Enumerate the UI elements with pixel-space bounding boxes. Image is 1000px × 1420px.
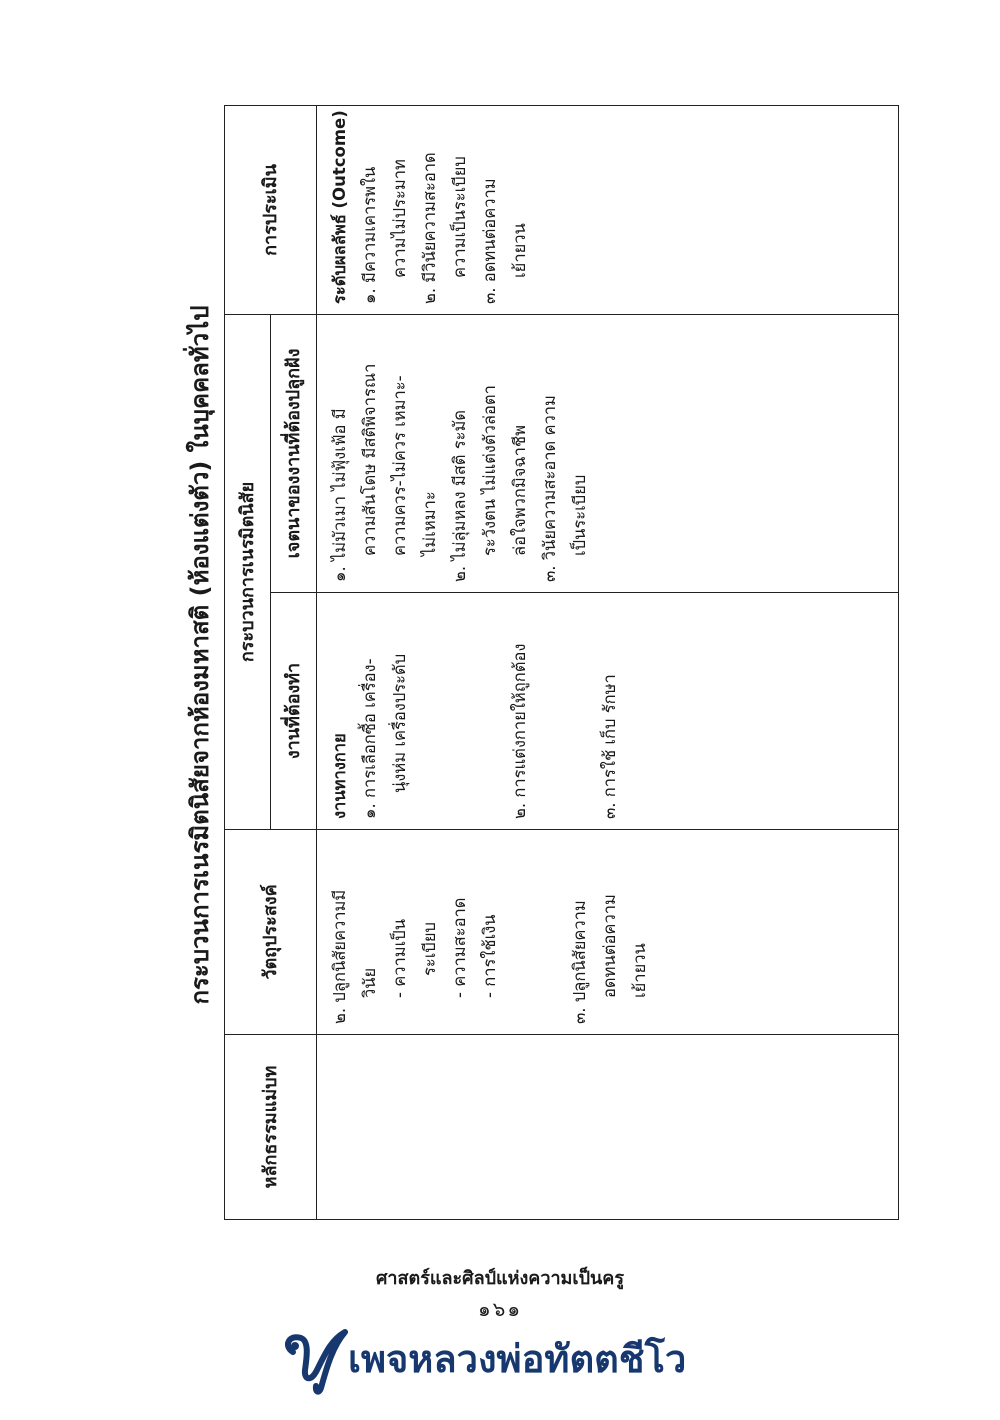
task-item-1: ๑. การเลือกซื้อ เครื่อง- bbox=[360, 658, 379, 819]
objective-sub-order-cont: ระเบียบ bbox=[420, 922, 439, 976]
objective-item-3-cont2: เย้ายวน bbox=[630, 943, 649, 998]
intent-item-3: ๓. วินัยความสะอาด ความ bbox=[540, 395, 559, 582]
header-objective: วัตถุประสงค์ bbox=[225, 830, 317, 1035]
objective-sub-order: - ความเป็น bbox=[390, 918, 409, 998]
evaluation-item-3-cont: เย้ายวน bbox=[510, 223, 529, 278]
book-title: ศาสตร์และศิลป์แห่งความเป็นครู bbox=[375, 1268, 625, 1289]
evaluation-item-1: ๑. มีความเคารพใน bbox=[360, 166, 379, 304]
intent-cell bbox=[317, 314, 899, 592]
header-process: กระบวนการเนรมิตนิสัย bbox=[225, 314, 271, 829]
habit-process-table bbox=[224, 105, 899, 1220]
header-task: งานที่ต้องทำ bbox=[271, 593, 317, 830]
objective-item-2-cont: วินัย bbox=[360, 967, 379, 998]
intent-item-3-cont: เป็นระเบียบ bbox=[570, 474, 589, 556]
intent-item-2: ๒. ไม่ลุ่มหลง มีสติ ระมัด bbox=[450, 409, 469, 582]
header-principle: หลักธรรมแม่บท bbox=[225, 1035, 317, 1220]
page-number: ๑๖๑ bbox=[477, 1297, 523, 1321]
header-intent: เจตนาของงานที่ต้องปลูกฝัง bbox=[271, 314, 317, 592]
objective-item-2: ๒. ปลูกนิสัยความมี bbox=[330, 889, 349, 1024]
page-title: กระบวนการเนรมิตนิสัยจากห้องมหาสติ (ห้องแต่งตัว) ในบุคคลทั่วไป bbox=[186, 305, 214, 1005]
intent-item-1: ๑. ไม่มัวเมา ไม่ฟุ้งเฟ้อ มี bbox=[330, 408, 349, 582]
intent-item-2-cont2: ล่อใจพวกมิจฉาชีพ bbox=[510, 424, 529, 556]
evaluation-item-2-cont: ความเป็นระเบียบ bbox=[450, 156, 469, 278]
rotated-page-content bbox=[180, 90, 910, 1220]
logo-text: เพจหลวงพ่อทัตตชีโว bbox=[348, 1336, 687, 1381]
header-evaluation: การประเมิน bbox=[225, 105, 317, 314]
logo-mark-icon bbox=[275, 1322, 355, 1402]
objective-item-3-cont1: อดทนต่อความ bbox=[600, 894, 619, 998]
objective-sub-money: - การใช้เงิน bbox=[480, 914, 499, 998]
evaluation-cell bbox=[317, 105, 899, 314]
table-header-row bbox=[225, 105, 271, 1219]
table-row bbox=[317, 105, 899, 1219]
objective-cell bbox=[317, 830, 899, 1035]
intent-item-1-cont2: ความควร-ไม่ควร เหมาะ- bbox=[390, 375, 409, 556]
task-item-1-cont: นุ่งห่ม เครื่องประดับ bbox=[390, 653, 409, 793]
evaluation-item-1-cont: ความไม่ประมาท bbox=[390, 159, 409, 278]
intent-item-2-cont1: ระวังตน ไม่แต่งตัวล่อตา bbox=[480, 385, 499, 556]
principle-cell bbox=[317, 1035, 899, 1220]
objective-item-3: ๓. ปลูกนิสัยความ bbox=[570, 900, 589, 1024]
objective-sub-cleanliness: - ความสะอาด bbox=[450, 897, 469, 998]
task-heading: งานทางกาย bbox=[330, 733, 349, 819]
task-item-3: ๓. การใช้ เก็บ รักษา bbox=[600, 674, 619, 819]
evaluation-heading: ระดับผลลัพธ์ (Outcome) bbox=[330, 110, 349, 304]
intent-item-1-cont3: ไม่เหมาะ bbox=[420, 491, 439, 556]
evaluation-item-2: ๒. มีวินัยความสะอาด bbox=[420, 152, 439, 304]
evaluation-item-3: ๓. อดทนต่อความ bbox=[480, 178, 499, 304]
task-cell bbox=[317, 593, 899, 830]
task-item-2: ๒. การแต่งกายให้ถูกต้อง bbox=[510, 643, 529, 819]
intent-item-1-cont1: ความสันโดษ มีสติพิจารณา bbox=[360, 363, 379, 556]
